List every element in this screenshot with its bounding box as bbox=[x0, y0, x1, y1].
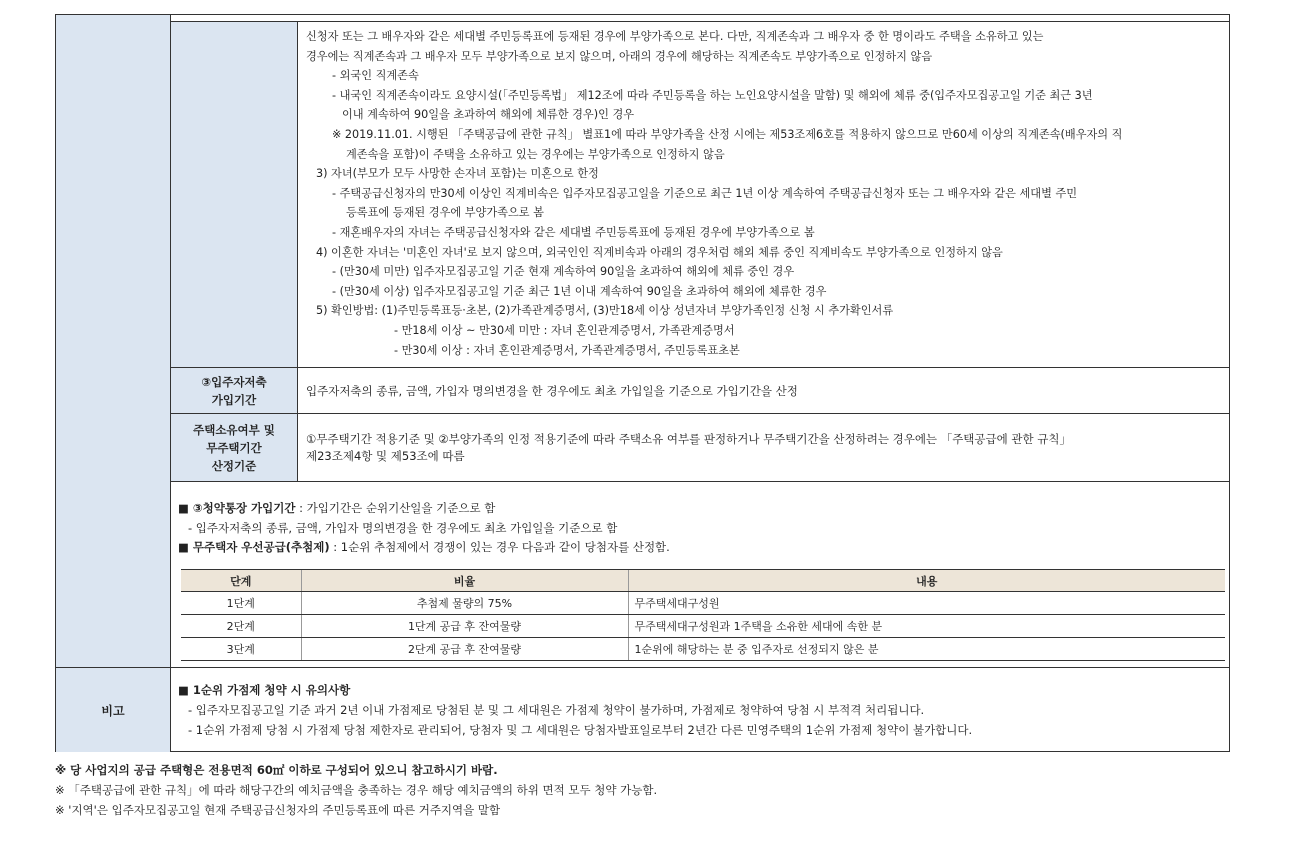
footnotes bbox=[55, 760, 657, 820]
remarks-line: - 입주자모집공고일 기준 과거 2년 이내 가점제로 당첨된 분 및 그 세대원은 가점제 청약이 불가하며, 가점제로 청약하여 당첨 시 부적격 처리됩니다. bbox=[188, 703, 925, 717]
table-cell: 추첨제 물량의 75% bbox=[301, 592, 628, 615]
table-cell: 무주택세대구성원 bbox=[628, 592, 1225, 615]
header-line: ③입주자저축 bbox=[201, 374, 267, 389]
text-line: - 외국인 직계존속 bbox=[332, 69, 419, 83]
savings-period-row bbox=[171, 368, 1230, 414]
table-row bbox=[181, 592, 1225, 615]
subscription-section bbox=[178, 499, 1228, 558]
header-line: 산정기준 bbox=[211, 458, 257, 473]
header-line: 가입기간 bbox=[211, 392, 257, 407]
remarks-line: - 1순위 가점제 당첨 시 가점제 당첨 제한자로 관리되어, 당첨자 및 그 세대원은 당첨자발표일로부터 2년간 다른 민영주택의 1순위 가점제 청약이 불가합니다. bbox=[188, 723, 973, 737]
savings-period-content: 입주자저축의 종류, 금액, 가입자 명의변경을 한 경우에도 최초 가입일을 기준으로 가입기간을 산정 bbox=[306, 383, 798, 398]
header-line: 주택소유여부 및 bbox=[193, 422, 275, 437]
dependents-header-cell bbox=[171, 22, 298, 367]
remarks-title: ■ 1순위 가점제 청약 시 유의사항 bbox=[178, 683, 351, 697]
text-line: - (만30세 미만) 입주자모집공고일 기준 현재 계속하여 90일을 초과하여 해외에 체류 중인 경우 bbox=[332, 265, 795, 279]
lottery-stage-table bbox=[181, 569, 1225, 661]
text-line: ①무주택기간 적용기준 및 ②부양가족의 인정 적용기준에 따라 주택소유 여부를 판정하거나 무주택기간을 산정하려는 경우에는 「주택공급에 관한 규칙」 bbox=[306, 431, 1071, 446]
text-line: - (만30세 이상) 입주자모집공고일 기준 최근 1년 이내 계속하여 90일을 초과하여 해외에 체류한 경우 bbox=[332, 284, 827, 298]
footnote: ※ 「주택공급에 관한 규칙」에 따라 해당구간의 예치금액을 충족하는 경우 해당 예치금액의 하위 면적 모두 청약 가능함. bbox=[55, 783, 658, 797]
text-line: - 주택공급신청자의 만30세 이상인 직계비속은 입주자모집공고일을 기준으로 최근 1년 이상 계속하여 주택공급신청자 또는 그 배우자와 같은 세대별 주민 bbox=[332, 186, 1078, 200]
text-line: 계존속을 포함)이 주택을 소유하고 있는 경우에는 부양가족으로 인정하지 않음 bbox=[346, 147, 725, 161]
table-cell: 무주택세대구성원과 1주택을 소유한 세대에 속한 분 bbox=[628, 615, 1225, 638]
footnote: ※ '지역'은 입주자모집공고일 현재 주택공급신청자의 주민등록표에 따른 거주지역을 말함 bbox=[55, 803, 501, 817]
text-line: 제23조제4항 및 제53조에 따름 bbox=[306, 448, 465, 463]
table-header-row bbox=[181, 570, 1225, 592]
footnote: ※ 당 사업지의 공급 주택형은 전용면적 60㎡ 이하로 구성되어 있으니 참고하시기 바람. bbox=[55, 763, 498, 777]
column-header: 단계 bbox=[181, 570, 301, 592]
ownership-criteria-row bbox=[171, 414, 1230, 482]
table-cell: 2단계 공급 후 잔여물량 bbox=[301, 638, 628, 661]
table-cell: 1단계 공급 후 잔여물량 bbox=[301, 615, 628, 638]
text-line: - 내국인 직계존속이라도 요양시설(「주민등록법」 제12조에 따라 주민등록을 하는 노인요양시설을 말함) 및 해외에 체류 중(입주자모집공고일 기준 최근 3년 bbox=[332, 88, 1093, 102]
remarks-divider bbox=[171, 667, 1230, 668]
table-cell: 2단계 bbox=[181, 615, 301, 638]
table-row bbox=[181, 615, 1225, 638]
table-cell: 3단계 bbox=[181, 638, 301, 661]
table-row bbox=[181, 638, 1225, 661]
section-text: : 가입기간은 순위기산일을 기준으로 함 bbox=[295, 501, 496, 515]
dependents-row bbox=[171, 22, 1230, 368]
header-line: 무주택기간 bbox=[206, 440, 262, 455]
left-category-column bbox=[56, 15, 171, 667]
text-line: 4) 이혼한 자녀는 '미혼인 자녀'로 보지 않으며, 외국인인 직계비속과 아래의 경우처럼 해외 체류 중인 직계비속도 부양가족으로 인정하지 않음 bbox=[316, 245, 1003, 259]
column-header: 내용 bbox=[628, 570, 1225, 592]
dependents-content bbox=[298, 22, 1230, 367]
text-line: 경우에는 직계존속과 그 배우자 모두 부양가족으로 보지 않으며, 아래의 경우에 해당하는 직계존속도 부양가족으로 인정하지 않음 bbox=[306, 49, 933, 63]
text-line: 3) 자녀(부모가 모두 사망한 손자녀 포함)는 미혼으로 한정 bbox=[316, 167, 599, 181]
table-cell: 1단계 bbox=[181, 592, 301, 615]
text-line: - 재혼배우자의 자녀는 주택공급신청자와 같은 세대별 주민등록표에 등재된 경우에 부양가족으로 봄 bbox=[332, 225, 815, 239]
column-header: 비율 bbox=[301, 570, 628, 592]
text-line: 이내 계속하여 90일을 초과하여 해외에 체류한 경우)인 경우 bbox=[342, 108, 635, 122]
eligibility-table bbox=[55, 14, 1230, 752]
criteria-subtable bbox=[171, 21, 1230, 482]
section-heading: ■ 무주택자 우선공급(추첨제) bbox=[178, 540, 330, 554]
savings-period-header bbox=[171, 368, 298, 413]
section-text: : 1순위 추첨제에서 경쟁이 있는 경우 다음과 같이 당첨자를 산정함. bbox=[329, 540, 670, 554]
remarks-content bbox=[178, 680, 1228, 740]
text-line: - 만18세 이상 ~ 만30세 미만 : 자녀 혼인관계증명서, 가족관계증명서 bbox=[394, 323, 735, 337]
text-line: 등록표에 등재된 경우에 부양가족으로 봄 bbox=[346, 206, 544, 220]
text-line: 5) 확인방법: (1)주민등록표등·초본, (2)가족관계증명서, (3)만18세 이상 성년자녀 부양가족인정 신청 시 추가확인서류 bbox=[316, 304, 894, 318]
remarks-label: 비고 bbox=[56, 667, 171, 752]
ownership-criteria-content bbox=[298, 414, 1230, 481]
section-line-1 bbox=[178, 499, 1228, 519]
text-line: - 만30세 이상 : 자녀 혼인관계증명서, 가족관계증명서, 주민등록표초본 bbox=[394, 343, 740, 357]
section-subline: - 입주자저축의 종류, 금액, 가입자 명의변경을 한 경우에도 최초 가입일을 기준으로 함 bbox=[188, 520, 618, 535]
section-heading: ■ ③청약통장 가입기간 bbox=[178, 501, 296, 515]
section-line-2 bbox=[178, 538, 1228, 558]
table-cell: 1순위에 해당하는 분 중 입주자로 선정되지 않은 분 bbox=[628, 638, 1225, 661]
ownership-criteria-header bbox=[171, 414, 298, 481]
text-line: ※ 2019.11.01. 시행된 「주택공급에 관한 규칙」 별표1에 따라 부양가족을 산정 시에는 제53조제6호를 적용하지 않으므로 만60세 이상의 직계존속(배우자의 직 bbox=[332, 127, 1123, 141]
text-line: 신청자 또는 그 배우자와 같은 세대별 주민등록표에 등재된 경우에 부양가족으로 본다. 다만, 직계존속과 그 배우자 중 한 명이라도 주택을 소유하고 있는 bbox=[306, 30, 1044, 43]
